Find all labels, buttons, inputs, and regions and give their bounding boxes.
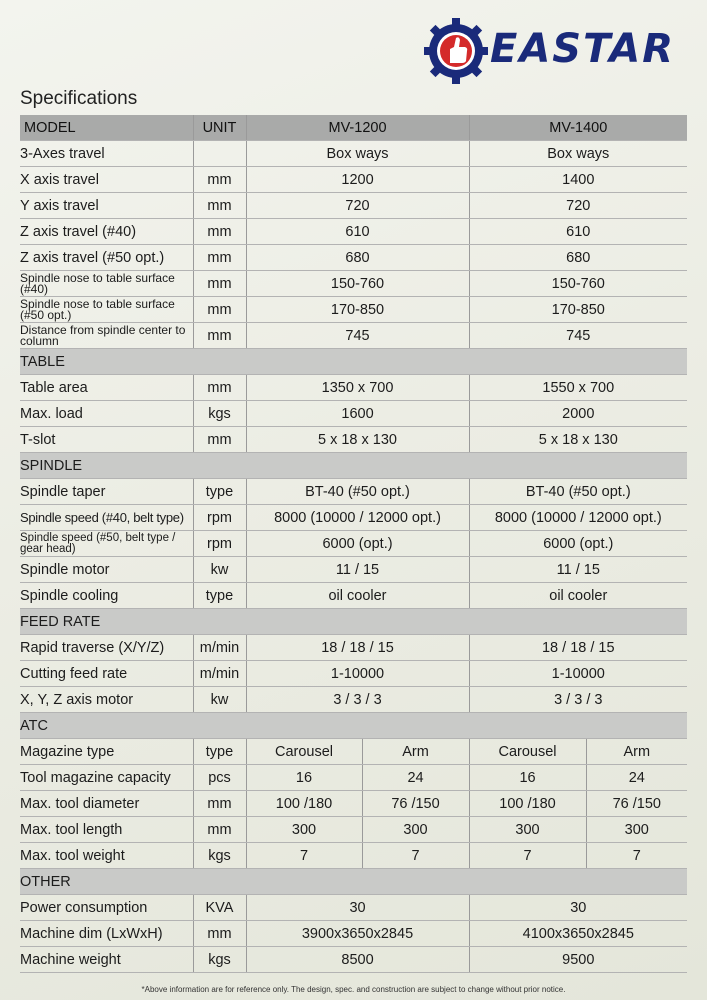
mv1400-value: 5 x 18 x 130 [469, 427, 687, 453]
eastar-logo [424, 16, 676, 86]
section-title: FEED RATE [20, 609, 687, 635]
mv1400-value: 8000 (10000 / 12000 opt.) [469, 505, 687, 531]
mv1400-value: 18 / 18 / 15 [469, 635, 687, 661]
spec-row [20, 401, 687, 427]
mv1200-value: 30 [246, 895, 469, 921]
spec-table [20, 115, 687, 973]
row-unit: m/min [193, 661, 246, 687]
mv1400-value: 30 [469, 895, 687, 921]
mv1400-value: BT-40 (#50 opt.) [469, 479, 687, 505]
section-title: SPINDLE [20, 453, 687, 479]
mv1400-value: 4100x3650x2845 [469, 921, 687, 947]
row-label: Spindle speed (#50, belt type / gear head) [20, 531, 193, 557]
spec-row [20, 791, 687, 817]
row-unit: mm [193, 167, 246, 193]
row-label: 3-Axes travel [20, 141, 193, 167]
row-unit: type [193, 739, 246, 765]
mv1400-value: 745 [469, 323, 687, 349]
mv1400-arm-value: 24 [586, 765, 687, 791]
row-label: Z axis travel (#50 opt.) [20, 245, 193, 271]
row-unit: kgs [193, 843, 246, 869]
mv1400-carousel-value: Carousel [469, 739, 586, 765]
page-title: Specifications [20, 88, 138, 109]
row-label: T-slot [20, 427, 193, 453]
row-label: Spindle taper [20, 479, 193, 505]
model-header: MODEL [20, 115, 193, 141]
spec-row [20, 141, 687, 167]
mv1200-value: 5 x 18 x 130 [246, 427, 469, 453]
mv1400-value: 1-10000 [469, 661, 687, 687]
row-unit: mm [193, 245, 246, 271]
mv1200-value: 1-10000 [246, 661, 469, 687]
section-title: TABLE [20, 349, 687, 375]
mv1400-arm-value: Arm [586, 739, 687, 765]
spec-row [20, 739, 687, 765]
mv1200-value: 1600 [246, 401, 469, 427]
spec-row [20, 661, 687, 687]
row-unit: type [193, 479, 246, 505]
mv1400-carousel-value: 300 [469, 817, 586, 843]
row-label: Spindle nose to table surface (#40) [20, 271, 193, 297]
spec-row [20, 557, 687, 583]
mv1200-value: 6000 (opt.) [246, 531, 469, 557]
mv1200-value: 3900x3650x2845 [246, 921, 469, 947]
spec-row [20, 297, 687, 323]
mv1200-value: 610 [246, 219, 469, 245]
mv1400-carousel-value: 16 [469, 765, 586, 791]
row-unit: kgs [193, 401, 246, 427]
mv1200-value: 8500 [246, 947, 469, 973]
mv1400-value: 6000 (opt.) [469, 531, 687, 557]
row-label: Max. tool length [20, 817, 193, 843]
brand-wordmark: EASTAR [490, 26, 676, 72]
mv1400-value: 1400 [469, 167, 687, 193]
mv1400-header: MV-1400 [469, 115, 687, 141]
mv1400-value: 3 / 3 / 3 [469, 687, 687, 713]
row-unit: type [193, 583, 246, 609]
row-label: X, Y, Z axis motor [20, 687, 193, 713]
row-label: Tool magazine capacity [20, 765, 193, 791]
section-title: ATC [20, 713, 687, 739]
row-label: Max. load [20, 401, 193, 427]
section-row-table [20, 349, 687, 375]
mv1200-value: 8000 (10000 / 12000 opt.) [246, 505, 469, 531]
section-row-other [20, 869, 687, 895]
row-label: Spindle cooling [20, 583, 193, 609]
row-label: Y axis travel [20, 193, 193, 219]
row-label: Power consumption [20, 895, 193, 921]
row-label: Max. tool weight [20, 843, 193, 869]
spec-row [20, 947, 687, 973]
mv1200-carousel-value: 16 [246, 765, 362, 791]
mv1200-value: 1200 [246, 167, 469, 193]
mv1200-header: MV-1200 [246, 115, 469, 141]
row-label: Cutting feed rate [20, 661, 193, 687]
spec-row [20, 895, 687, 921]
row-label: Distance from spindle center to column [20, 323, 193, 349]
mv1200-arm-value: 24 [362, 765, 469, 791]
spec-row [20, 219, 687, 245]
row-unit: KVA [193, 895, 246, 921]
mv1200-carousel-value: 7 [246, 843, 362, 869]
section-row-spindle [20, 453, 687, 479]
section-row-atc [20, 713, 687, 739]
row-label: Max. tool diameter [20, 791, 193, 817]
footnote: *Above information are for reference only. The design, spec. and construction are subject to change without prior notice. [141, 985, 566, 994]
row-unit: mm [193, 323, 246, 349]
row-unit: rpm [193, 505, 246, 531]
section-row-feed-rate [20, 609, 687, 635]
row-label: Machine weight [20, 947, 193, 973]
spec-row [20, 375, 687, 401]
row-unit: mm [193, 375, 246, 401]
row-unit: mm [193, 817, 246, 843]
mv1400-carousel-value: 7 [469, 843, 586, 869]
spec-row [20, 687, 687, 713]
mv1400-value: 11 / 15 [469, 557, 687, 583]
spec-row [20, 583, 687, 609]
mv1200-value: 3 / 3 / 3 [246, 687, 469, 713]
mv1400-value: oil cooler [469, 583, 687, 609]
row-label: Spindle speed (#40, belt type) [20, 505, 193, 531]
row-unit: mm [193, 297, 246, 323]
row-unit: mm [193, 921, 246, 947]
header-row [20, 115, 687, 141]
spec-row [20, 323, 687, 349]
spec-row [20, 505, 687, 531]
mv1400-value: 1550 x 700 [469, 375, 687, 401]
row-unit: mm [193, 427, 246, 453]
row-unit: kw [193, 687, 246, 713]
spec-row [20, 245, 687, 271]
spec-row [20, 531, 687, 557]
mv1400-arm-value: 76 /150 [586, 791, 687, 817]
row-label: Magazine type [20, 739, 193, 765]
mv1400-value: 2000 [469, 401, 687, 427]
mv1200-carousel-value: 300 [246, 817, 362, 843]
spec-row [20, 193, 687, 219]
mv1200-value: 1350 x 700 [246, 375, 469, 401]
row-unit: rpm [193, 531, 246, 557]
spec-row [20, 271, 687, 297]
row-label: X axis travel [20, 167, 193, 193]
row-label: Machine dim (LxWxH) [20, 921, 193, 947]
unit-header: UNIT [193, 115, 246, 141]
mv1200-value: 18 / 18 / 15 [246, 635, 469, 661]
row-unit [193, 141, 246, 167]
mv1200-value: 720 [246, 193, 469, 219]
mv1200-arm-value: 76 /150 [362, 791, 469, 817]
row-unit: kgs [193, 947, 246, 973]
mv1200-carousel-value: Carousel [246, 739, 362, 765]
row-label: Rapid traverse (X/Y/Z) [20, 635, 193, 661]
spec-row [20, 635, 687, 661]
mv1200-arm-value: Arm [362, 739, 469, 765]
gear-thumb-icon [424, 16, 488, 86]
spec-row [20, 479, 687, 505]
mv1200-value: 745 [246, 323, 469, 349]
spec-row [20, 765, 687, 791]
mv1400-value: 680 [469, 245, 687, 271]
section-title: OTHER [20, 869, 687, 895]
mv1400-value: 9500 [469, 947, 687, 973]
row-label: Spindle motor [20, 557, 193, 583]
row-unit: mm [193, 271, 246, 297]
spec-row [20, 921, 687, 947]
spec-row [20, 817, 687, 843]
mv1400-arm-value: 300 [586, 817, 687, 843]
row-unit: mm [193, 791, 246, 817]
mv1200-arm-value: 300 [362, 817, 469, 843]
row-label: Spindle nose to table surface (#50 opt.) [20, 297, 193, 323]
mv1400-carousel-value: 100 /180 [469, 791, 586, 817]
mv1400-value: Box ways [469, 141, 687, 167]
spec-row [20, 427, 687, 453]
mv1400-value: 170-850 [469, 297, 687, 323]
mv1200-carousel-value: 100 /180 [246, 791, 362, 817]
mv1200-arm-value: 7 [362, 843, 469, 869]
mv1200-value: oil cooler [246, 583, 469, 609]
row-unit: mm [193, 193, 246, 219]
row-unit: kw [193, 557, 246, 583]
mv1200-value: 11 / 15 [246, 557, 469, 583]
mv1400-value: 720 [469, 193, 687, 219]
row-unit: m/min [193, 635, 246, 661]
spec-row [20, 843, 687, 869]
row-label: Z axis travel (#40) [20, 219, 193, 245]
mv1400-value: 610 [469, 219, 687, 245]
row-label: Table area [20, 375, 193, 401]
spec-row [20, 167, 687, 193]
mv1400-arm-value: 7 [586, 843, 687, 869]
mv1200-value: 150-760 [246, 271, 469, 297]
row-unit: pcs [193, 765, 246, 791]
mv1200-value: 170-850 [246, 297, 469, 323]
mv1200-value: BT-40 (#50 opt.) [246, 479, 469, 505]
row-unit: mm [193, 219, 246, 245]
mv1200-value: 680 [246, 245, 469, 271]
mv1200-value: Box ways [246, 141, 469, 167]
mv1400-value: 150-760 [469, 271, 687, 297]
